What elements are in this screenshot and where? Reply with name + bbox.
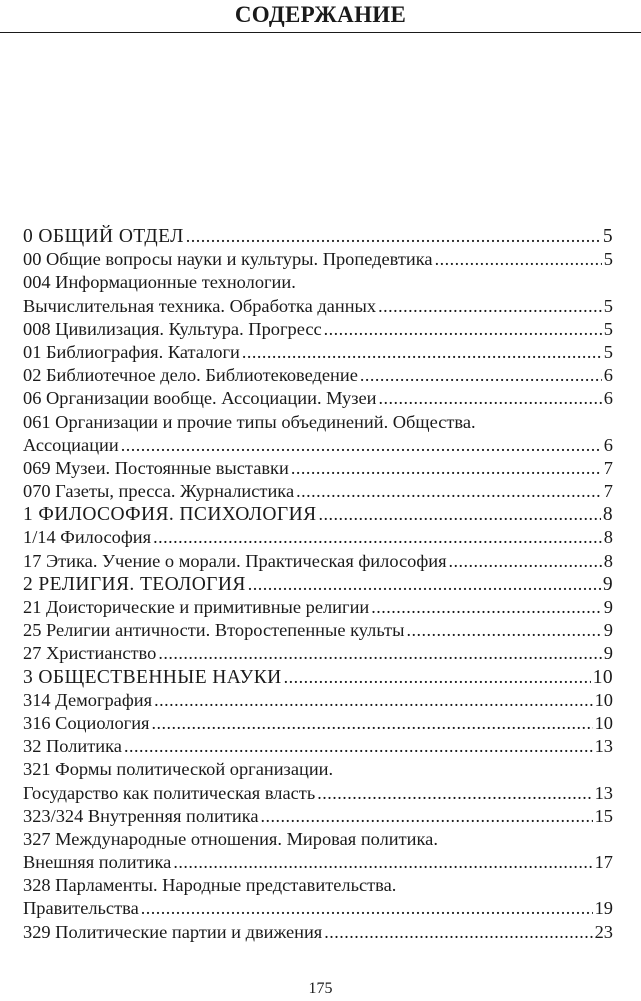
toc-entry-title: Внешняя политика [23, 852, 172, 873]
toc-entry [23, 434, 613, 457]
toc-entry-page: 5 [603, 341, 613, 362]
toc-section-entry [23, 503, 613, 526]
toc-entry-page: 5 [602, 226, 613, 247]
toc-dot-leader [324, 318, 602, 341]
toc-entry-page: 9 [602, 573, 613, 595]
toc-entry-page: 8 [602, 504, 613, 526]
toc-entry [23, 735, 613, 758]
toc-entry [23, 712, 613, 735]
page-header [0, 0, 641, 33]
toc-entry-title: 070 Газеты, пресса. Журналистика [23, 481, 295, 502]
toc-entry [23, 921, 613, 944]
toc-entry [23, 411, 613, 434]
toc-section-entry [23, 225, 613, 248]
toc-dot-leader [379, 387, 602, 410]
toc-section-entry [23, 666, 613, 689]
toc-entry-title: Ассоциации [23, 434, 119, 455]
toc-dot-leader [296, 480, 602, 503]
toc-entry-title: 008 Цивилизация. Культура. Прогресс [23, 318, 322, 339]
toc-entry [23, 318, 613, 341]
toc-entry [23, 758, 613, 781]
toc-dot-leader [242, 341, 602, 364]
toc-dot-leader [141, 897, 593, 920]
toc-entry [23, 295, 613, 318]
toc-entry-page: 13 [594, 736, 613, 757]
toc-entry-page: 17 [594, 852, 613, 873]
toc-entry-page: 10 [592, 666, 613, 688]
toc-entry-page: 19 [594, 898, 613, 919]
toc-entry-page: 13 [594, 782, 613, 803]
toc-entry-title: 2 РЕЛИГИЯ. ТЕОЛОГИЯ [23, 573, 246, 595]
toc-dot-leader [378, 295, 602, 318]
toc-entry [23, 596, 613, 619]
toc-entry-title: 0 ОБЩИЙ ОТДЕЛ [23, 226, 184, 247]
toc-dot-leader [435, 248, 602, 271]
toc-entry-title: Вычислительная техника. Обработка данных [23, 295, 377, 316]
toc-entry-title: 00 Общие вопросы науки и культуры. Пропедевтика [23, 249, 433, 270]
toc-entry [23, 805, 613, 828]
toc-entry-page: 6 [603, 434, 613, 455]
toc-dot-leader [318, 503, 600, 526]
toc-entry-title: 06 Организации вообще. Ассоциации. Музеи [23, 388, 377, 409]
toc-dot-leader [324, 921, 592, 944]
toc-dot-leader [371, 596, 602, 619]
toc-entry [23, 874, 613, 897]
toc-entry-title: 32 Политика [23, 736, 122, 757]
toc-dot-leader [284, 666, 591, 689]
toc-entry [23, 897, 613, 920]
toc-entry-page: 5 [603, 249, 613, 270]
toc-entry-title: 323/324 Внутренняя политика [23, 805, 259, 826]
toc-dot-leader [261, 805, 593, 828]
toc-entry [23, 851, 613, 874]
toc-dot-leader [449, 550, 602, 573]
toc-dot-leader [317, 782, 592, 805]
toc-dot-leader [360, 364, 602, 387]
toc-entry-title: 004 Информационные технологии. [23, 272, 296, 293]
toc-entry [23, 364, 613, 387]
toc-dot-leader [124, 735, 593, 758]
toc-entry [23, 526, 613, 549]
toc-entry-title: 3 ОБЩЕСТВЕННЫЕ НАУКИ [23, 666, 282, 688]
toc-dot-leader [154, 689, 593, 712]
toc-entry-title: 316 Социология [23, 712, 150, 733]
toc-entry-title: 25 Религии античности. Второстепенные культы [23, 620, 405, 641]
toc-entry [23, 550, 613, 573]
toc-entry-page: 9 [603, 597, 613, 617]
toc-entry-title: Правительства [23, 898, 139, 919]
toc-entry-title: 1/14 Философия [23, 527, 152, 548]
toc-entry-page: 15 [594, 805, 613, 826]
toc-entry-page: 7 [603, 481, 613, 502]
toc-entry-title: 329 Политические партии и движения [23, 921, 323, 942]
toc-entry-page: 7 [603, 457, 613, 478]
toc-entry-title: 069 Музеи. Постоянные выставки [23, 457, 289, 478]
toc-entry-page: 10 [594, 689, 613, 710]
toc-dot-leader [152, 712, 593, 735]
toc-entry-title: 02 Библиотечное дело. Библиотековедение [23, 365, 358, 386]
toc-entry-page: 6 [603, 365, 613, 386]
toc-dot-leader [291, 457, 602, 480]
toc-dot-leader [406, 619, 601, 642]
toc-entry-page: 8 [603, 527, 613, 548]
toc-entry-page: 5 [603, 318, 613, 339]
toc-entry-title: 17 Этика. Учение о морали. Практическая философия [23, 550, 447, 571]
toc-entry-title: 327 Международные отношения. Мировая политика. [23, 828, 438, 849]
toc-entry-page: 9 [603, 620, 613, 641]
toc-entry [23, 457, 613, 480]
toc-entry-title: 1 ФИЛОСОФИЯ. ПСИХОЛОГИЯ [23, 504, 317, 526]
toc-dot-leader [173, 851, 592, 874]
toc-entry [23, 619, 613, 642]
toc-entry [23, 387, 613, 410]
toc-entry-page: 23 [594, 921, 613, 942]
toc-entry-title: Государство как политическая власть [23, 782, 316, 803]
toc-entry-title: 01 Библиография. Каталоги [23, 341, 240, 362]
toc-entry [23, 642, 613, 665]
toc-section-entry [23, 573, 613, 596]
toc-entry [23, 828, 613, 851]
toc-entry [23, 480, 613, 503]
toc-entry-page: 10 [594, 712, 613, 733]
toc-dot-leader [121, 434, 602, 457]
toc-dot-leader [153, 526, 602, 549]
toc-entry-page: 5 [603, 295, 613, 316]
toc-entry-page: 9 [603, 643, 613, 664]
toc-entry [23, 689, 613, 712]
toc-entry-page: 8 [603, 550, 613, 571]
toc-entry-title: 27 Христианство [23, 643, 157, 664]
toc-entry-title: 061 Организации и прочие типы объединений. Общества. [23, 411, 476, 432]
toc-entry-title: 314 Демография [23, 689, 153, 710]
toc-entry-page: 6 [603, 388, 613, 409]
toc-dot-leader [248, 573, 601, 596]
toc-dot-leader [186, 225, 601, 248]
page-number: 175 [308, 980, 333, 997]
toc-dot-leader [158, 642, 601, 665]
toc-entry [23, 248, 613, 271]
toc-entry-title: 328 Парламенты. Народные представительства. [23, 875, 397, 896]
toc-entry-title: 321 Формы политической организации. [23, 759, 334, 780]
toc-entry [23, 271, 613, 294]
page-title: СОДЕРЖАНИЕ [234, 2, 407, 27]
toc-entry [23, 782, 613, 805]
toc-entry-title: 21 Доисторические и примитивные религии [23, 597, 370, 617]
toc-entry [23, 341, 613, 364]
table-of-contents [23, 225, 613, 944]
